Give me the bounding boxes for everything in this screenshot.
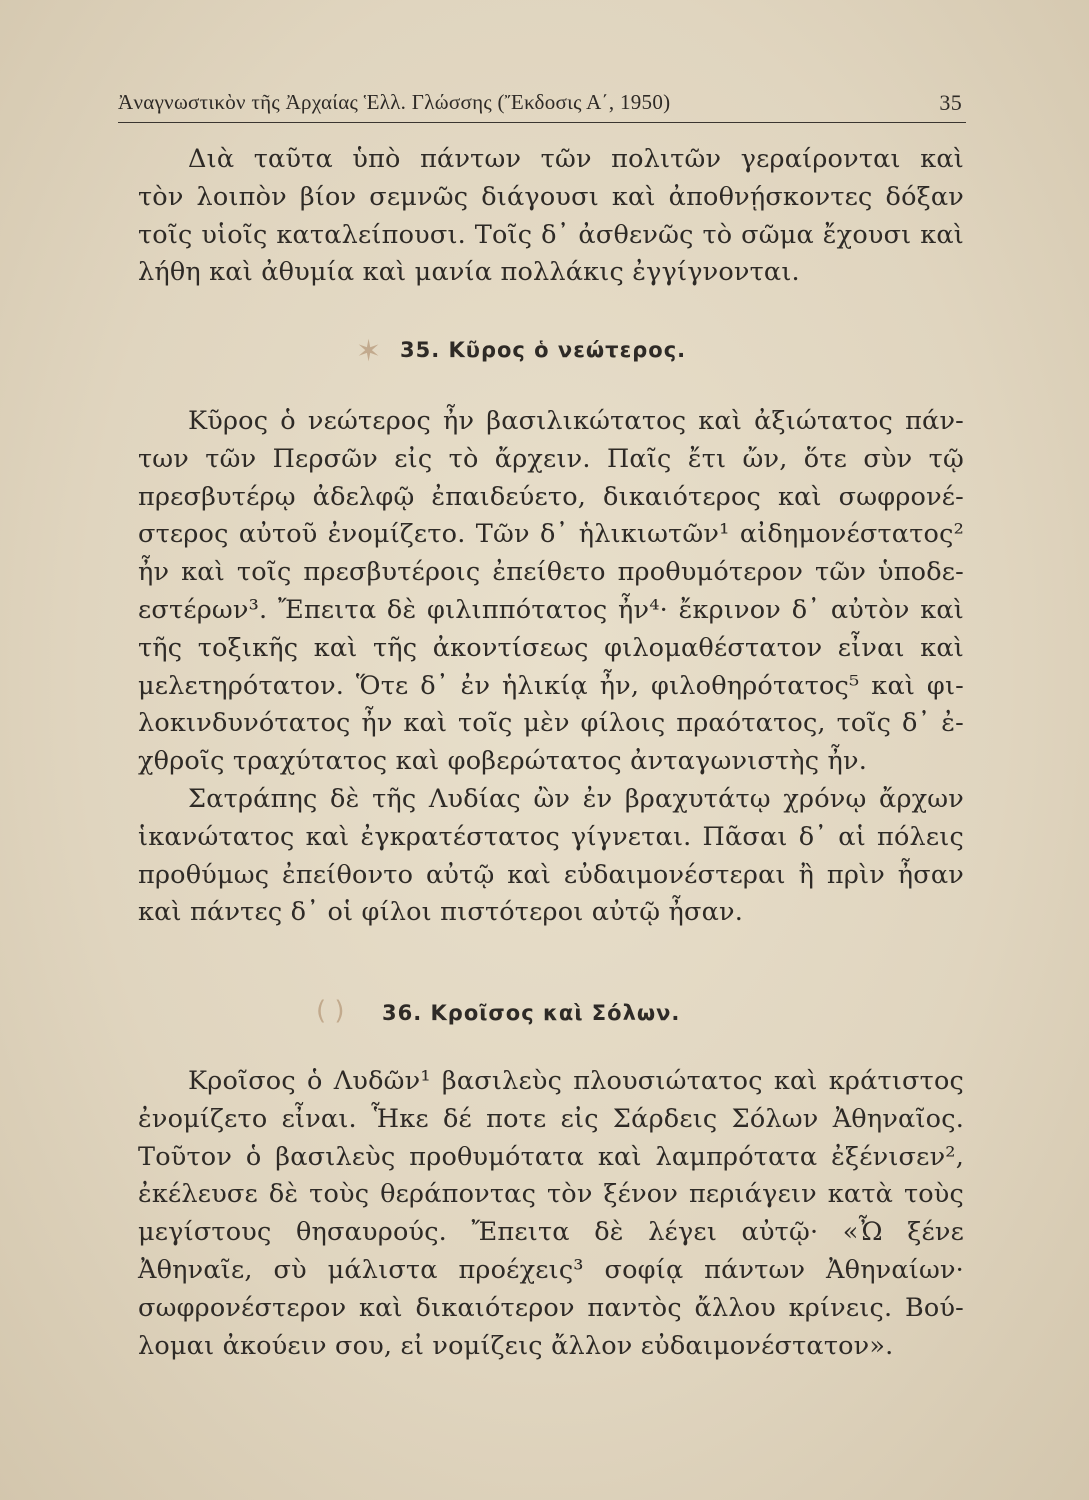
section-heading-36: 36. Κροῖσος καὶ Σόλων. — [382, 1001, 681, 1025]
text-line: ἦν καὶ τοῖς πρεσβυτέροις ἐπείθετο προθυμότερον τῶν ὑποδε- — [138, 557, 964, 588]
text-line: τῆς τοξικῆς καὶ τῆς ἀκοντίσεως φιλομαθέστατον εἶναι καὶ — [138, 632, 964, 663]
section-heading-35: 35. Κῦρος ὁ νεώτερος. — [400, 338, 687, 362]
section-35-paragraph-1 — [138, 403, 964, 781]
text-line: μελετηρότατον. Ὅτε δ᾽ ἐν ἡλικίᾳ ἦν, φιλοθηρότατος⁵ καὶ φι- — [138, 670, 964, 701]
text-line: ἐκέλευσε δὲ τοὺς θεράποντας τὸν ξένον περιάγειν κατὰ τοὺς — [138, 1179, 964, 1210]
running-title: Ἀναγνωστικὸν τῆς Ἀρχαίας Ἑλλ. Γλώσσης (Ἔκδοσις Α΄, 1950) — [118, 90, 671, 114]
section-36-paragraph-1 — [138, 1063, 964, 1365]
page-number: 35 — [939, 90, 962, 115]
text-line: Τοῦτον ὁ βασιλεὺς προθυμότατα καὶ λαμπρότατα ἐξένισεν², — [138, 1141, 964, 1172]
text-line: λοκινδυνότατος ἦν καὶ τοῖς μὲν φίλοις πραότατος, τοῖς δ᾽ ἐ- — [138, 708, 964, 739]
text-line: λομαι ἀκούειν σου, εἰ νομίζεις ἄλλον εὐδαιμονέστατον». — [138, 1330, 894, 1361]
text-line: ἱκανώτατος καὶ ἐγκρατέστατος γίγνεται. Πᾶσαι δ᾽ αἱ πόλεις — [138, 821, 964, 852]
text-line: τὸν λοιπὸν βίον σεμνῶς διάγουσι καὶ ἀποθνῄσκοντες δόξαν — [138, 181, 964, 212]
text-line: σωφρονέστερον καὶ δικαιότερον παντὸς ἄλλου κρίνεις. Βού- — [138, 1292, 964, 1323]
text-line: χθροῖς τραχύτατος καὶ φοβερώτατος ἀνταγωνιστὴς ἦν. — [138, 746, 868, 777]
intro-paragraph — [138, 141, 964, 292]
text-line: καὶ πάντες δ᾽ οἱ φίλοι πιστότεροι αὐτῷ ἦσαν. — [138, 897, 744, 928]
page-header — [118, 88, 966, 123]
text-line: Ἀθηναῖε, σὺ μάλιστα προέχεις³ σοφίᾳ πάντων Ἀθηναίων· — [138, 1254, 964, 1285]
text-line: Διὰ ταῦτα ὑπὸ πάντων τῶν πολιτῶν γεραίρονται καὶ — [188, 144, 964, 174]
pencil-mark-icon: ✶ — [356, 334, 382, 369]
text-line: εστέρων³. Ἔπειτα δὲ φιλιππότατος ἦν⁴· ἔκρινον δ᾽ αὐτὸν καὶ — [138, 594, 964, 625]
text-line: μεγίστους θησαυρούς. Ἔπειτα δὲ λέγει αὐτῷ· «Ὦ ξένε — [138, 1217, 964, 1248]
text-line: Κροῖσος ὁ Λυδῶν¹ βασιλεὺς πλουσιώτατος καὶ κράτιστος — [188, 1066, 964, 1096]
pencil-mark-icon: ( ) — [316, 996, 345, 1026]
text-line: λήθη καὶ ἀθυμία καὶ μανία πολλάκις ἐγγίγνονται. — [138, 257, 800, 288]
section-35-paragraph-2 — [138, 781, 964, 932]
text-line: στερος αὐτοῦ ἐνομίζετο. Τῶν δ᾽ ἡλικιωτῶν¹ αἰδημονέστατος² — [138, 519, 964, 550]
text-line: των τῶν Περσῶν εἰς τὸ ἄρχειν. Παῖς ἔτι ὤν, ὅτε σὺν τῷ — [138, 443, 964, 474]
text-line: Κῦρος ὁ νεώτερος ἦν βασιλικώτατος καὶ ἀξιώτατος πάν- — [188, 406, 964, 436]
text-line: Σατράπης δὲ τῆς Λυδίας ὢν ἐν βραχυτάτῳ χρόνῳ ἄρχων — [188, 784, 964, 814]
text-line: ἐνομίζετο εἶναι. Ἧκε δέ ποτε εἰς Σάρδεις Σόλων Ἀθηναῖος. — [138, 1103, 964, 1134]
text-line: προθύμως ἐπείθοντο αὐτῷ καὶ εὐδαιμονέστεραι ἢ πρὶν ἦσαν — [138, 859, 964, 890]
text-line: πρεσβυτέρῳ ἀδελφῷ ἐπαιδεύετο, δικαιότερος καὶ σωφρονέ- — [138, 481, 964, 512]
text-line: τοῖς υἱοῖς καταλείπουσι. Τοῖς δ᾽ ἀσθενῶς τὸ σῶμα ἔχουσι καὶ — [138, 219, 964, 250]
